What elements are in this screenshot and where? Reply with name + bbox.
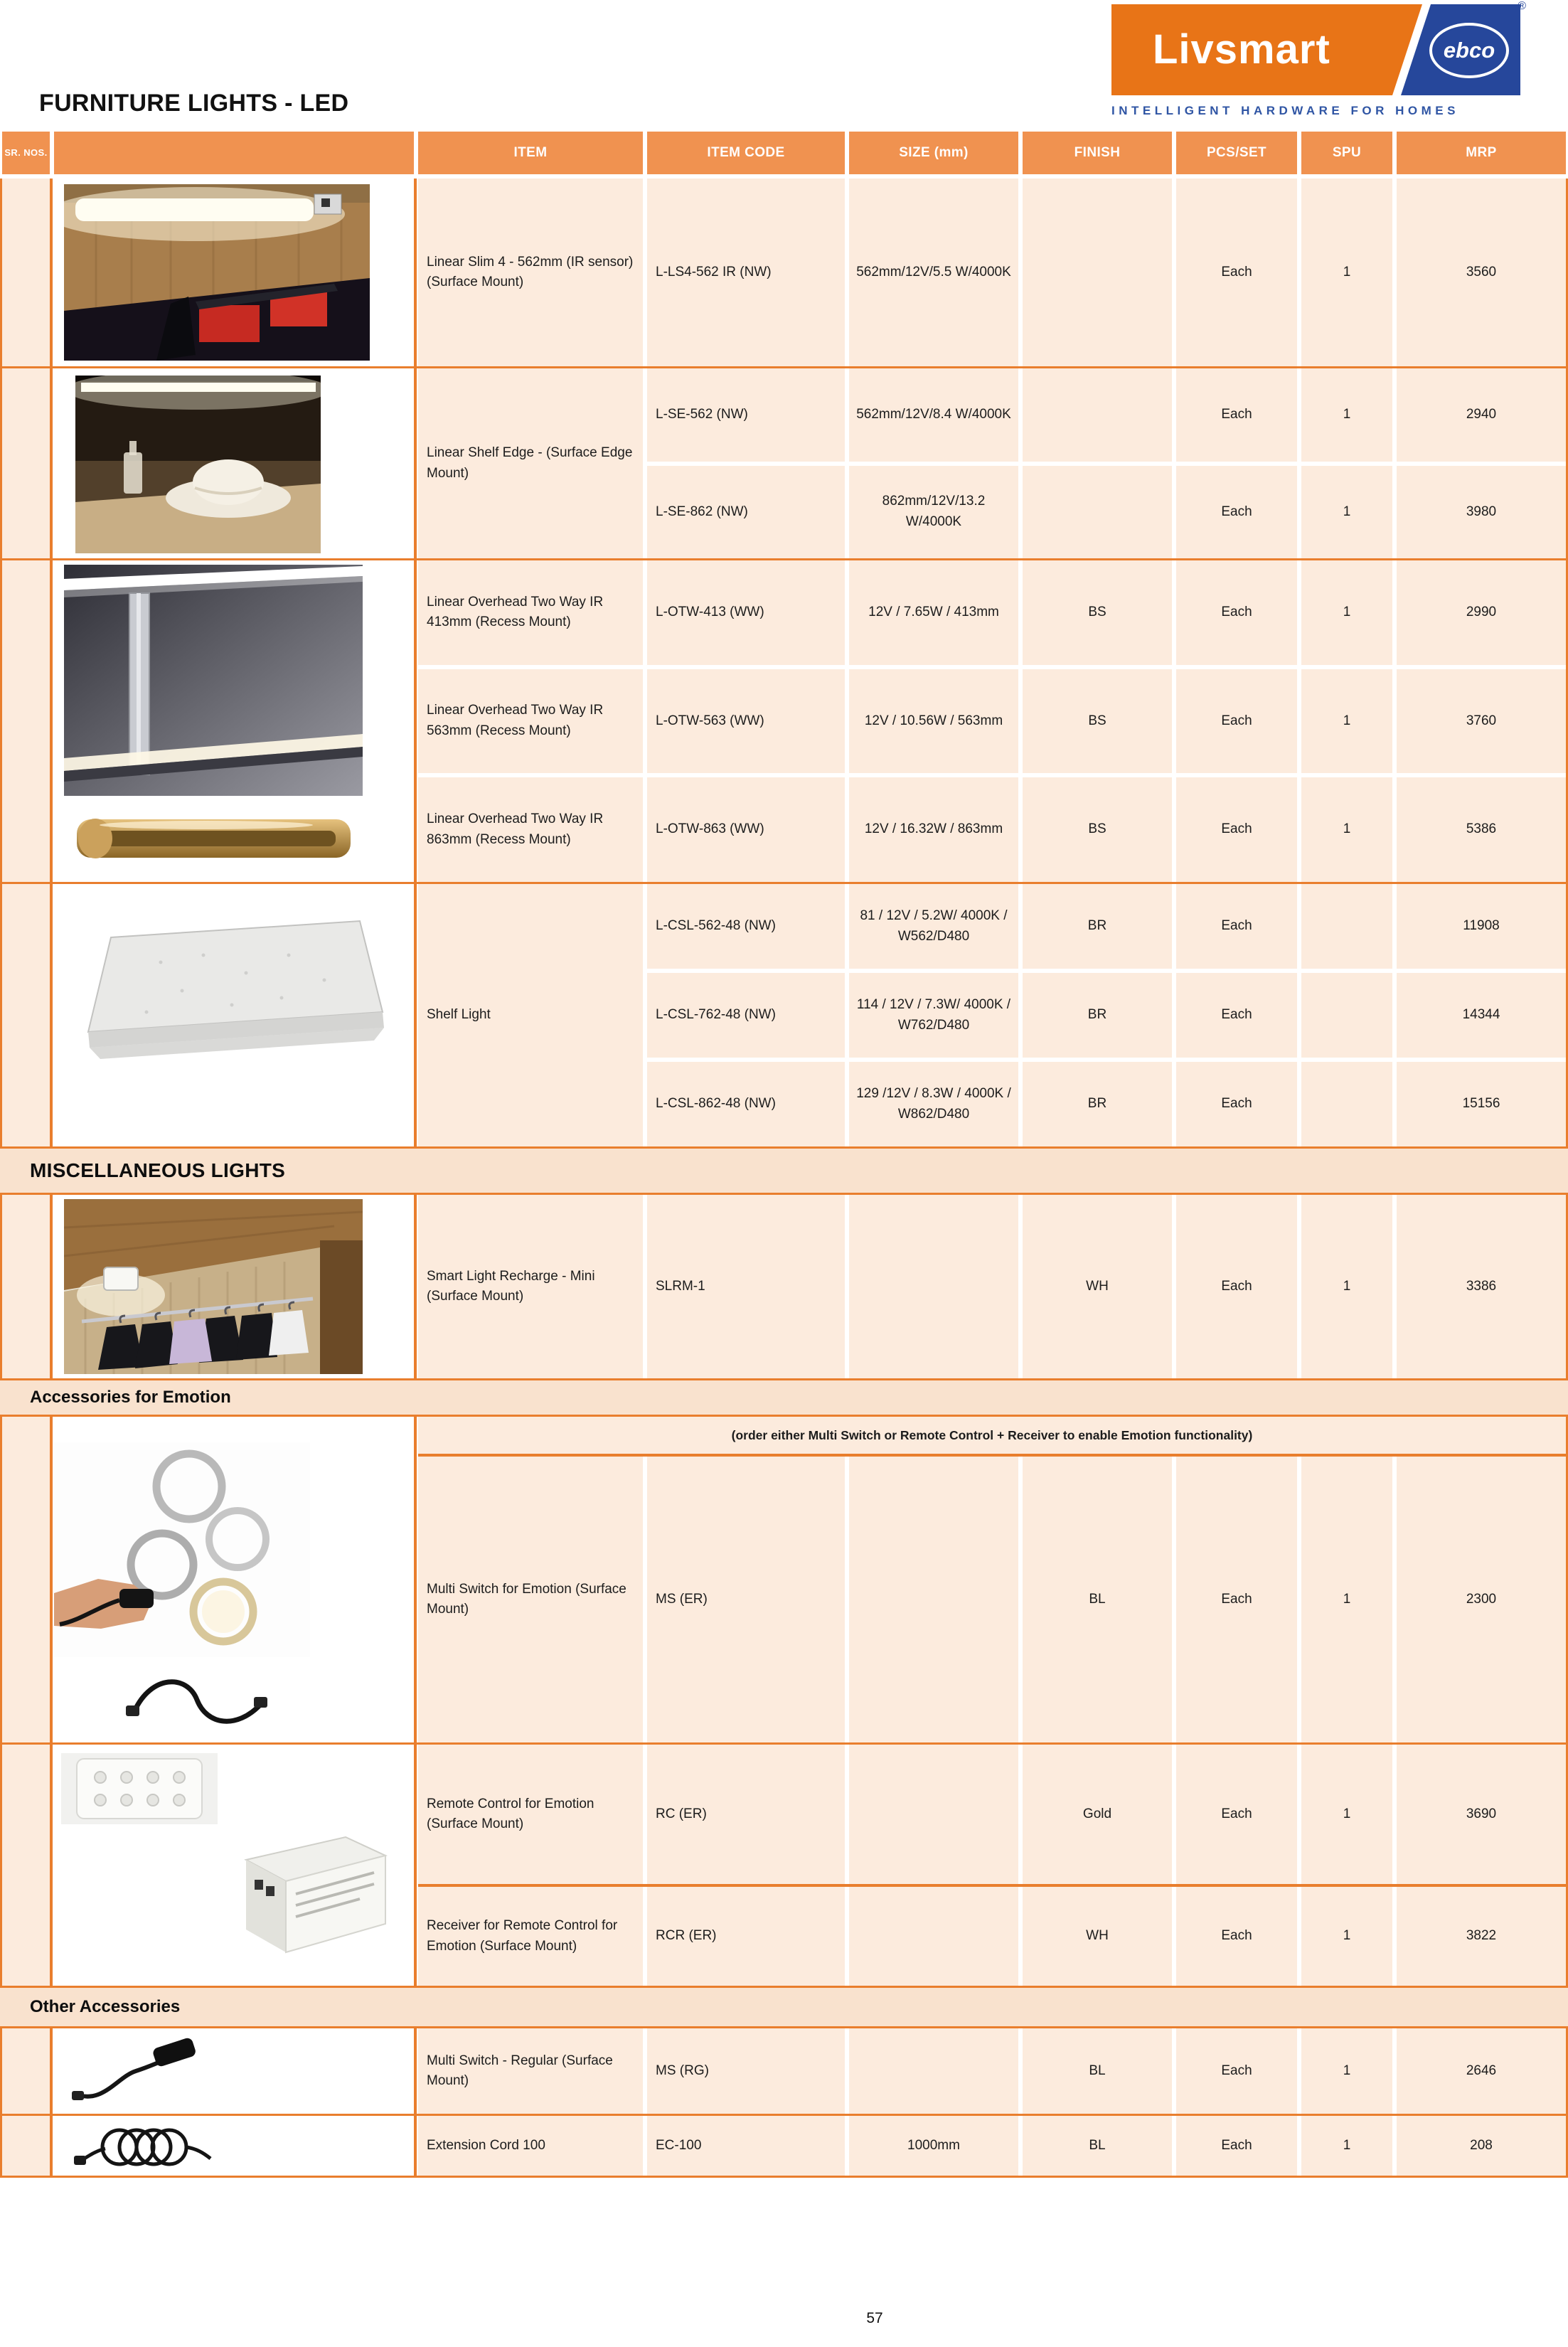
cell-spu: 1: [1301, 1457, 1392, 1742]
cell-finish: BR: [1023, 884, 1172, 969]
header-pcs-set: PCS/SET: [1176, 132, 1297, 174]
cell-item-code: RC (ER): [647, 1745, 845, 1884]
row-multi-switch-regular: [0, 2028, 1568, 2114]
brand-logo: [1111, 0, 1526, 118]
cell-pcs-set: Each: [1176, 669, 1297, 774]
cell-item: Receiver for Remote Control for Emotion (Surface Mount): [418, 1887, 643, 1986]
cell-pcs-set: Each: [1176, 1745, 1297, 1884]
row-group-shelf-light: [0, 882, 1568, 1146]
cell-item-code: L-SE-862 (NW): [647, 466, 845, 559]
cell-item-code: L-CSL-862-48 (NW): [647, 1062, 845, 1146]
cell-mrp: 3822: [1397, 1887, 1566, 1986]
cell-image: [54, 179, 414, 366]
row-linear-slim: [0, 179, 1568, 366]
cell-finish: WH: [1023, 1887, 1172, 1986]
emotion-note: (order either Multi Switch or Remote Control + Receiver to enable Emotion functionality): [418, 1417, 1566, 1454]
cell-spu: 1: [1301, 1887, 1392, 1986]
cell-item: Linear Overhead Two Way IR 563mm (Recess Mount): [418, 669, 643, 774]
cell-item: Multi Switch - Regular (Surface Mount): [418, 2028, 643, 2114]
cell-size: [849, 1195, 1018, 1378]
cell-pcs-set: Each: [1176, 1887, 1297, 1986]
cell-item-code: L-CSL-762-48 (NW): [647, 973, 845, 1058]
cell-item-code: L-OTW-563 (WW): [647, 669, 845, 774]
cell-pcs-set: Each: [1176, 1195, 1297, 1378]
header-spu: SPU: [1301, 132, 1392, 174]
header-mrp: MRP: [1397, 132, 1566, 174]
cell-sr: [2, 179, 50, 366]
cell-sr: [2, 2028, 50, 2114]
header-sr-nos: SR. NOS.: [2, 132, 50, 174]
registered-mark: ®: [1518, 0, 1526, 12]
cell-mrp: 3760: [1397, 669, 1566, 774]
cell-pcs-set: Each: [1176, 368, 1297, 462]
cell-item-code: L-OTW-863 (WW): [647, 777, 845, 882]
row-group-overhead-two-way: [0, 558, 1568, 882]
cell-item: Linear Overhead Two Way IR 413mm (Recess Mount): [418, 560, 643, 665]
cell-item: Linear Slim 4 - 562mm (IR sensor) (Surface Mount): [418, 179, 643, 366]
cell-finish: BS: [1023, 777, 1172, 882]
cell-mrp: 5386: [1397, 777, 1566, 882]
cell-mrp: 2990: [1397, 560, 1566, 665]
product-photo-gold-profile: [64, 799, 363, 879]
row-smart-light-recharge: [0, 1195, 1568, 1378]
cell-image: [54, 1195, 414, 1378]
product-photo-shelf-edge: [75, 376, 321, 553]
product-photo-emotion-cable: [122, 1661, 271, 1738]
brand-logo-band: [1111, 0, 1526, 95]
cell-size: [849, 1745, 1018, 1884]
row-extension-cord: [0, 2114, 1568, 2178]
cell-sr: [2, 560, 50, 882]
cell-pcs-set: Each: [1176, 560, 1297, 665]
cell-mrp: 15156: [1397, 1062, 1566, 1146]
page-title: FURNITURE LIGHTS - LED: [39, 90, 349, 117]
cell-mrp: 3690: [1397, 1745, 1566, 1884]
cell-mrp: 3560: [1397, 179, 1566, 366]
header-item: ITEM: [418, 132, 643, 174]
cell-item-code: MS (RG): [647, 2028, 845, 2114]
cell-size: [849, 2028, 1018, 2114]
cell-size: [849, 1457, 1018, 1742]
cell-finish: [1023, 368, 1172, 462]
cell-spu: 1: [1301, 466, 1392, 559]
cell-item: Linear Overhead Two Way IR 863mm (Recess Mount): [418, 777, 643, 882]
cell-spu: 1: [1301, 1745, 1392, 1884]
cell-mrp: 3980: [1397, 466, 1566, 559]
product-photo-smart-light: [64, 1199, 363, 1374]
cell-pcs-set: Each: [1176, 1457, 1297, 1742]
cell-image: [54, 884, 414, 1146]
cell-finish: BS: [1023, 560, 1172, 665]
cell-item-code: MS (ER): [647, 1457, 845, 1742]
product-photo-receiver: [225, 1816, 392, 1972]
cell-mrp: 208: [1397, 2116, 1566, 2176]
cell-item: Remote Control for Emotion (Surface Mount): [418, 1745, 643, 1884]
cell-finish: BL: [1023, 2028, 1172, 2114]
cell-finish: BR: [1023, 1062, 1172, 1146]
cell-item-code: L-LS4-562 IR (NW): [647, 179, 845, 366]
cell-spu: 1: [1301, 669, 1392, 774]
cell-image: [54, 560, 414, 882]
cell-spu: [1301, 1062, 1392, 1146]
cell-spu: 1: [1301, 179, 1392, 366]
cell-pcs-set: Each: [1176, 179, 1297, 366]
cell-mrp: 14344: [1397, 973, 1566, 1058]
product-table: [0, 132, 1568, 2178]
cell-pcs-set: Each: [1176, 777, 1297, 882]
cell-spu: [1301, 973, 1392, 1058]
cell-size: 562mm/12V/5.5 W/4000K: [849, 179, 1018, 366]
cell-item-code: EC-100: [647, 2116, 845, 2176]
header-finish: FINISH: [1023, 132, 1172, 174]
cell-mrp: 3386: [1397, 1195, 1566, 1378]
product-photo-emotion-rings: [54, 1442, 310, 1657]
product-photo-linear-slim: [64, 184, 370, 361]
cell-finish: BL: [1023, 1457, 1172, 1742]
cell-image: [54, 2028, 414, 2114]
cell-size: 562mm/12V/8.4 W/4000K: [849, 368, 1018, 462]
cell-item-code: RCR (ER): [647, 1887, 845, 1986]
logo-wordmark: Livsmart: [1153, 26, 1330, 73]
cell-sr: [2, 1195, 50, 1378]
cell-image: [54, 1417, 414, 1742]
cell-finish: [1023, 466, 1172, 559]
product-photo-shelf-light: [61, 905, 388, 1119]
cell-item: Linear Shelf Edge - (Surface Edge Mount): [418, 368, 643, 558]
header-image: [54, 132, 414, 174]
cell-finish: BR: [1023, 973, 1172, 1058]
cell-sr: [2, 2116, 50, 2176]
section-miscellaneous-lights: [0, 1146, 1568, 1195]
section-title: MISCELLANEOUS LIGHTS: [30, 1159, 286, 1181]
cell-pcs-set: Each: [1176, 2116, 1297, 2176]
cell-pcs-set: Each: [1176, 1062, 1297, 1146]
cell-finish: BS: [1023, 669, 1172, 774]
cell-item-code: L-SE-562 (NW): [647, 368, 845, 462]
product-photo-extension-cord: [68, 2120, 218, 2171]
cell-sr: [2, 1417, 50, 1742]
cell-spu: 1: [1301, 1195, 1392, 1378]
cell-finish: WH: [1023, 1195, 1172, 1378]
cell-finish: Gold: [1023, 1745, 1172, 1884]
cell-item: Extension Cord 100: [418, 2116, 643, 2176]
cell-size: 12V / 16.32W / 863mm: [849, 777, 1018, 882]
section-other-accessories: [0, 1986, 1568, 2028]
ebco-logo: ebco: [1429, 23, 1509, 78]
cell-mrp: 2646: [1397, 2028, 1566, 2114]
table-header-row: [0, 132, 1568, 174]
cell-size: 862mm/12V/13.2 W/4000K: [849, 466, 1018, 559]
page-number: 57: [866, 2310, 883, 2326]
cell-spu: 1: [1301, 2116, 1392, 2176]
cell-size: 1000mm: [849, 2116, 1018, 2176]
cell-mrp: 11908: [1397, 884, 1566, 969]
cell-finish: [1023, 179, 1172, 366]
cell-size: 81 / 12V / 5.2W/ 4000K / W562/D480: [849, 884, 1018, 969]
cell-spu: 1: [1301, 560, 1392, 665]
cell-image: [54, 368, 414, 558]
cell-item: Shelf Light: [418, 884, 643, 1146]
cell-finish: BL: [1023, 2116, 1172, 2176]
header-size: SIZE (mm): [849, 132, 1018, 174]
cell-item: Smart Light Recharge - Mini (Surface Mount): [418, 1195, 643, 1378]
cell-item-code: SLRM-1: [647, 1195, 845, 1378]
product-photo-multi-switch: [68, 2034, 218, 2108]
cell-image: [54, 1745, 414, 1986]
section-title: Other Accessories: [30, 1997, 181, 2016]
row-group-remote-receiver: [0, 1742, 1568, 1986]
brand-tagline: INTELLIGENT HARDWARE FOR HOMES: [1111, 104, 1459, 117]
cell-pcs-set: Each: [1176, 884, 1297, 969]
cell-sr: [2, 1745, 50, 1986]
cell-pcs-set: Each: [1176, 973, 1297, 1058]
cell-size: 12V / 7.65W / 413mm: [849, 560, 1018, 665]
cell-sr: [2, 884, 50, 1146]
cell-spu: 1: [1301, 368, 1392, 462]
cell-pcs-set: Each: [1176, 2028, 1297, 2114]
cell-image: [54, 2116, 414, 2176]
cell-size: 12V / 10.56W / 563mm: [849, 669, 1018, 774]
cell-mrp: 2940: [1397, 368, 1566, 462]
row-linear-shelf-edge: [0, 366, 1568, 558]
cell-size: [849, 1887, 1018, 1986]
cell-pcs-set: Each: [1176, 466, 1297, 559]
cell-spu: 1: [1301, 2028, 1392, 2114]
cell-mrp: 2300: [1397, 1457, 1566, 1742]
cell-spu: 1: [1301, 777, 1392, 882]
product-photo-overhead-two-way: [64, 565, 363, 796]
cell-sr: [2, 368, 50, 558]
header-item-code: ITEM CODE: [647, 132, 845, 174]
cell-spu: [1301, 884, 1392, 969]
cell-size: 114 / 12V / 7.3W/ 4000K / W762/D480: [849, 973, 1018, 1058]
row-group-emotion-multi-switch: [0, 1417, 1568, 1742]
cell-item-code: L-CSL-562-48 (NW): [647, 884, 845, 969]
product-photo-remote-control: [61, 1753, 218, 1824]
cell-item-code: L-OTW-413 (WW): [647, 560, 845, 665]
cell-item: Multi Switch for Emotion (Surface Mount): [418, 1457, 643, 1742]
cell-size: 129 /12V / 8.3W / 4000K / W862/D480: [849, 1062, 1018, 1146]
section-title: Accessories for Emotion: [30, 1388, 231, 1407]
section-accessories-for-emotion: [0, 1378, 1568, 1417]
